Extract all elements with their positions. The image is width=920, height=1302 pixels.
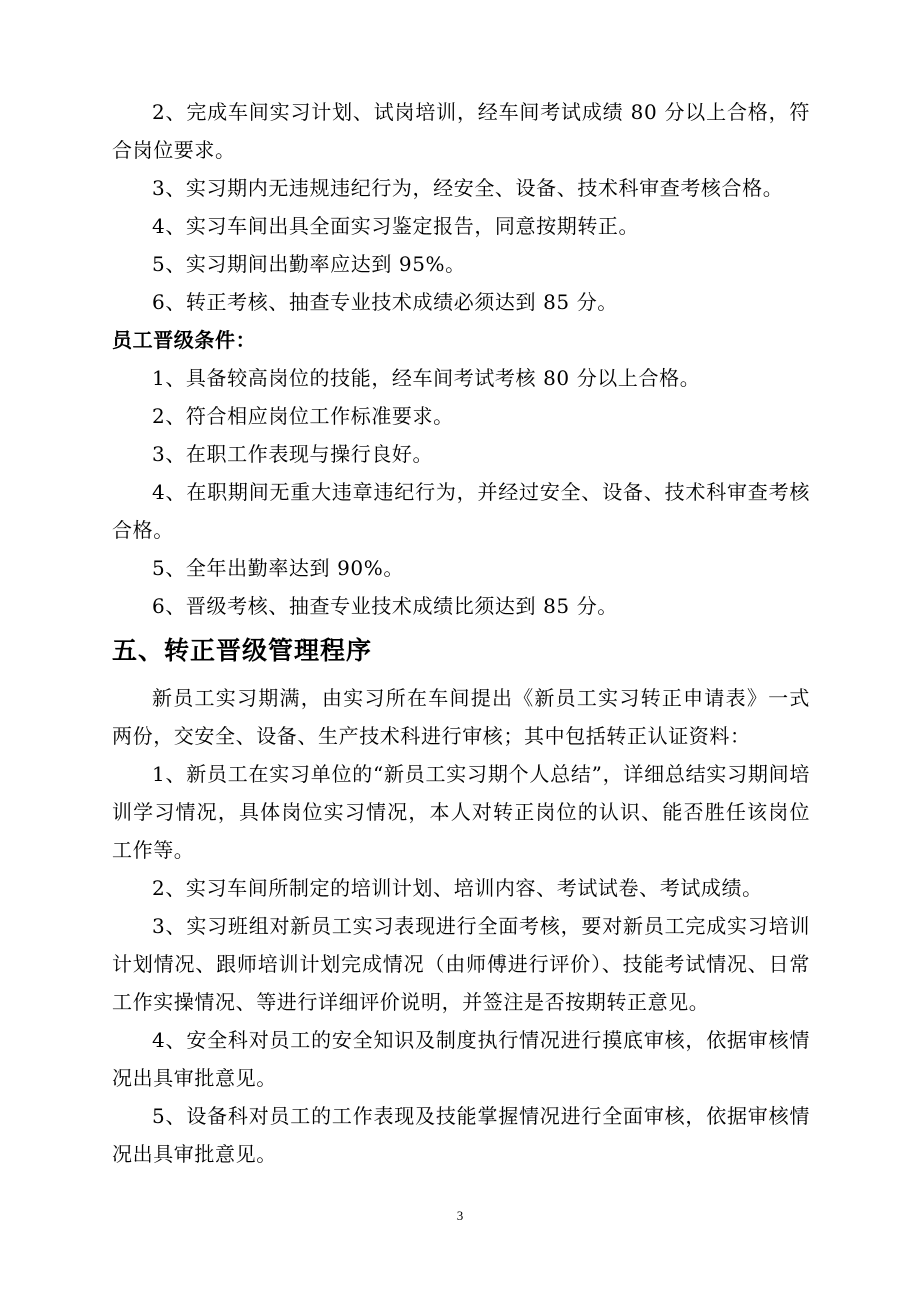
section-5-heading: 五、转正晋级管理程序 bbox=[112, 636, 373, 665]
promotion-heading: 员工晋级条件： bbox=[112, 328, 257, 352]
promotion-item-3: 3、在职工作表现与操行良好。 bbox=[152, 442, 434, 466]
promotion-item-1: 1、具备较高岗位的技能，经车间考试考核 80 分以上合格。 bbox=[152, 366, 701, 390]
probation-item-4: 4、实习车间出具全面实习鉴定报告，同意按期转正。 bbox=[152, 214, 640, 238]
section-5-item-5: 5、设备科对员工的工作表现及技能掌握情况进行全面审核，依据审核情况出具审批意见。 bbox=[112, 1104, 810, 1166]
section-5-item-4: 4、安全科对员工的安全知识及制度执行情况进行摸底审核，依据审核情况出具审批意见。 bbox=[112, 1028, 810, 1090]
probation-item-6: 6、转正考核、抽查专业技术成绩必须达到 85 分。 bbox=[152, 290, 618, 314]
page-content bbox=[112, 93, 810, 1173]
probation-item-2: 2、完成车间实习计划、试岗培训，经车间考试成绩 80 分以上合格，符合岗位要求。 bbox=[112, 100, 810, 162]
promotion-item-4: 4、在职期间无重大违章违纪行为，并经过安全、设备、技术科审查考核合格。 bbox=[112, 480, 810, 542]
promotion-item-6: 6、晋级考核、抽查专业技术成绩比须达到 85 分。 bbox=[152, 594, 618, 618]
probation-item-3: 3、实习期内无违规违纪行为，经安全、设备、技术科审查考核合格。 bbox=[152, 176, 784, 200]
promotion-item-5: 5、全年出勤率达到 90%。 bbox=[152, 556, 404, 580]
section-5-item-3: 3、实习班组对新员工实习表现进行全面考核，要对新员工完成实习培训计划情况、跟师培训计划完成情况（由师傅进行评价）、技能考试情况、日常工作实操情况、等进行详细评价说明，并签注是否按期转正意见。 bbox=[112, 914, 810, 1014]
section-5-item-2: 2、实习车间所制定的培训计划、培训内容、考试试卷、考试成绩。 bbox=[152, 876, 763, 900]
section-5-intro: 新员工实习期满，由实习所在车间提出《新员工实习转正申请表》一式两份，交安全、设备、生产技术科进行审核；其中包括转正认证资料： bbox=[112, 686, 810, 748]
page-number: 3 bbox=[456, 1208, 464, 1223]
promotion-item-2: 2、符合相应岗位工作标准要求。 bbox=[152, 404, 454, 428]
probation-item-5: 5、实习期间出勤率应达到 95%。 bbox=[152, 252, 466, 276]
section-5-item-1: 1、新员工在实习单位的“新员工实习期个人总结”，详细总结实习期间培训学习情况，具体岗位实习情况，本人对转正岗位的认识、能否胜任该岗位工作等。 bbox=[112, 762, 810, 862]
